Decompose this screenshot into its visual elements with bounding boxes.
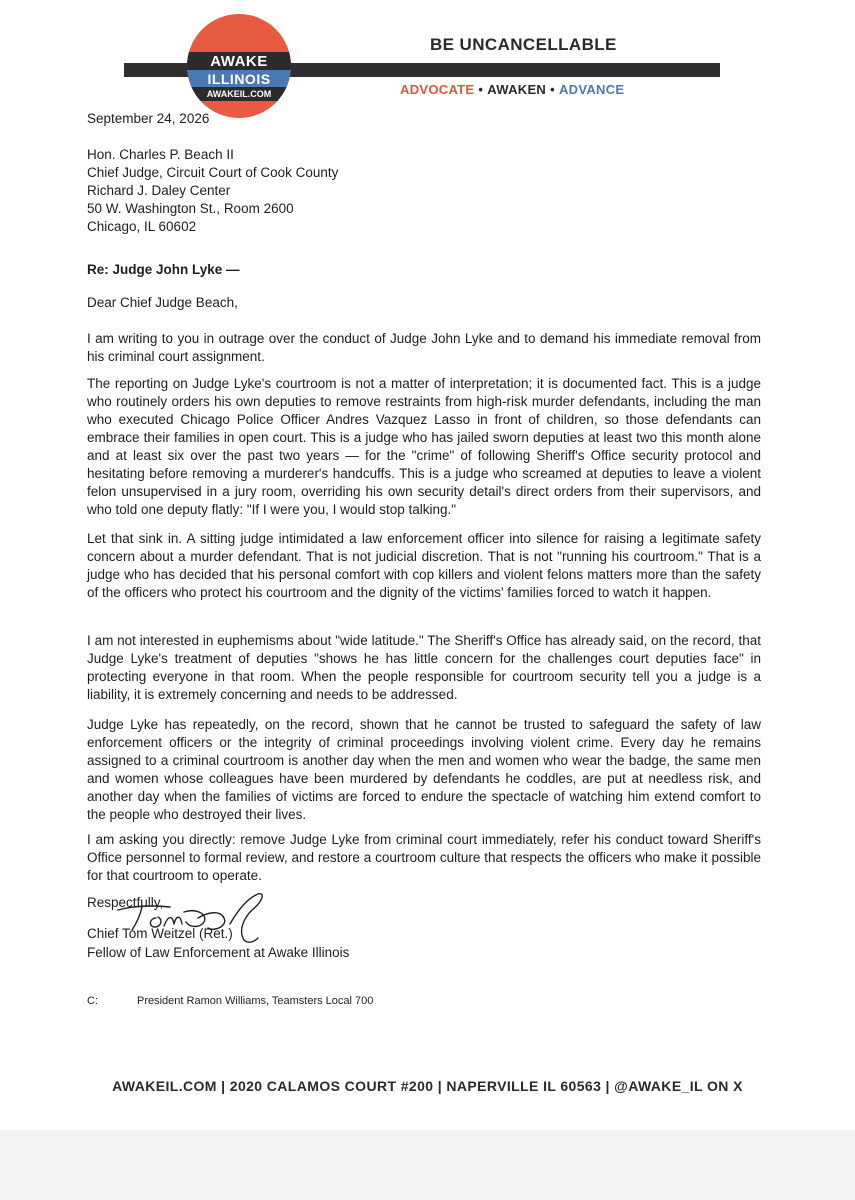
cc-recipient: President Ramon Williams, Teamsters Local 700	[137, 995, 374, 1007]
body-paragraph: I am not interested in euphemisms about "wide latitude." The Sheriff's Office has already said, on the record, that Judge Lyke's treatment of deputies "shows he has little concern for the challenges court deputies face" in protecting everyone in that room. When the people responsible for courtroom security tell you a judge is a liability, it is extremely concerning and needs to be addressed.	[87, 633, 761, 702]
closing: Respectfully,	[87, 895, 164, 910]
address-line: Richard J. Daley Center	[87, 183, 231, 198]
address-line: 50 W. Washington St., Room 2600	[87, 201, 294, 216]
cc-label: C:	[87, 995, 98, 1007]
subject-line: Re: Judge John Lyke —	[87, 262, 240, 277]
letter-date: September 24, 2026	[87, 111, 210, 126]
body-paragraph: Judge Lyke has repeatedly, on the record, shown that he cannot be trusted to safeguard the safety of law enforcement officers or the integrity of criminal proceedings involving violent crime. Every day he remains assigned to a criminal courtroom is another day when the men and women who wear the badge, the same men and women whose colleagues have been murdered by defendants he coddles, are put at needless risk, and another day when the families of victims are forced to endure the spectacle of watching him extend comfort to the people who destroyed their lives.	[87, 717, 761, 822]
awake-illinois-logo	[187, 14, 291, 118]
header-slogan: BE UNCANCELLABLE	[430, 35, 617, 54]
body-paragraph: The reporting on Judge Lyke's courtroom is not a matter of interpretation; it is documented fact. This is a judge who routinely orders his own deputies to remove restraints from high-risk murder defendants, including the man who executed Chicago Police Officer Andres Vazquez Lasso in front of children, so those defendants can embrace their families in open court. This is a judge who has jailed sworn deputies at least two this month alone and at least six over the past two years — for the "crime" of following Sheriff's Office security protocol and hesitating before removing a murderer's handcuffs. This is a judge who screamed at deputies to leave a violent felon unsupervised in a jury room, overriding his own security detail's direct orders from their supervisors, and who told one deputy flatly: "If I were you, I would stop talking."	[87, 376, 761, 517]
header-rule-left	[124, 63, 196, 77]
logo-text-awake: AWAKE	[210, 53, 268, 70]
recipient-address	[87, 146, 338, 236]
scan-bottom-margin	[0, 1130, 855, 1200]
tagline-advocate: ADVOCATE	[400, 82, 475, 97]
header-tagline	[400, 82, 624, 97]
address-line: Chief Judge, Circuit Court of Cook County	[87, 165, 339, 180]
signer-title: Fellow of Law Enforcement at Awake Illinois	[87, 945, 350, 960]
tagline-awaken: AWAKEN	[487, 82, 547, 97]
footer-contact-line: AWAKEIL.COM | 2020 CALAMOS COURT #200 | NAPERVILLE IL 60563 | @AWAKE_IL ON X	[112, 1078, 743, 1094]
logo-text-url: AWAKEIL.COM	[206, 89, 272, 99]
body-paragraph: Let that sink in. A sitting judge intimidated a law enforcement officer into silence for raising a legitimate safety concern about a murder defendant. That is not judicial discretion. That is not "running his courtroom." That is a judge who has decided that his personal comfort with cop killers and violent felons matters more than the safety of the officers who protect his courtroom and the dignity of the victims' families forced to watch it happen.	[87, 531, 761, 600]
signer-name: Chief Tom Weitzel (Ret.)	[87, 926, 233, 941]
address-line: Chicago, IL 60602	[87, 219, 197, 234]
body-paragraph: I am writing to you in outrage over the conduct of Judge John Lyke and to demand his immediate removal from his criminal court assignment.	[87, 331, 761, 364]
tagline-separator: •	[478, 82, 484, 97]
address-line: Hon. Charles P. Beach II	[87, 147, 234, 162]
logo-text-illinois: ILLINOIS	[207, 71, 271, 87]
tagline-separator: •	[550, 82, 555, 97]
body-paragraph: I am asking you directly: remove Judge Lyke from criminal court immediately, refer his conduct toward Sheriff's Office personnel to formal review, and restore a courtroom culture that respects the officers who make it possible for that courtroom to operate.	[87, 832, 761, 883]
header-rule-right	[276, 63, 720, 77]
tagline-advance: ADVANCE	[558, 82, 625, 97]
salutation: Dear Chief Judge Beach,	[87, 295, 238, 310]
